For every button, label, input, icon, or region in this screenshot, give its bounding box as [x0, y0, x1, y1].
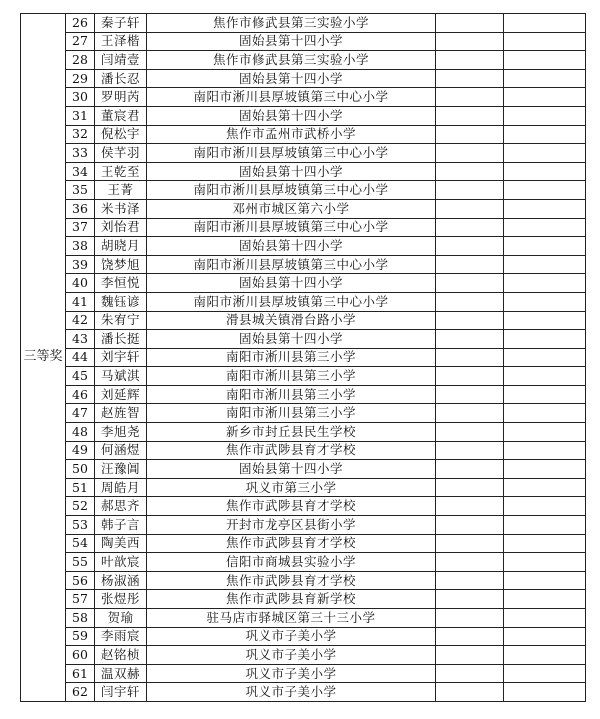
empty-cell	[436, 106, 504, 125]
row-number-cell: 45	[66, 367, 95, 386]
school-name-cell: 南阳市淅川县第三小学	[147, 348, 436, 367]
table-row	[21, 144, 586, 163]
award-level-cell: 三等奖	[21, 14, 66, 702]
empty-cell	[504, 367, 586, 386]
empty-cell	[436, 125, 504, 144]
student-name-cell: 李雨宸	[95, 627, 147, 646]
table-row	[21, 683, 586, 702]
school-name-cell: 固始县第十四小学	[147, 330, 436, 349]
school-name-cell: 信阳市商城县实验小学	[147, 553, 436, 572]
row-number-cell: 39	[66, 255, 95, 274]
school-name-cell: 固始县第十四小学	[147, 162, 436, 181]
empty-cell	[504, 627, 586, 646]
student-name-cell: 饶梦旭	[95, 255, 147, 274]
student-name-cell: 王乾至	[95, 162, 147, 181]
student-name-cell: 米书泽	[95, 199, 147, 218]
table-row	[21, 51, 586, 70]
row-number-cell: 43	[66, 330, 95, 349]
student-name-cell: 何涵煜	[95, 441, 147, 460]
empty-cell	[504, 237, 586, 256]
school-name-cell: 南阳市淅川县第三小学	[147, 367, 436, 386]
empty-cell	[504, 162, 586, 181]
empty-cell	[436, 646, 504, 665]
award-table-body	[21, 14, 586, 702]
table-row	[21, 181, 586, 200]
school-name-cell: 巩义市子美小学	[147, 627, 436, 646]
school-name-cell: 南阳市淅川县第三小学	[147, 404, 436, 423]
student-name-cell: 闫靖壹	[95, 51, 147, 70]
student-name-cell: 李恒悦	[95, 274, 147, 293]
table-row	[21, 534, 586, 553]
school-name-cell: 南阳市淅川县厚坡镇第三中心小学	[147, 292, 436, 311]
table-row	[21, 237, 586, 256]
empty-cell	[504, 683, 586, 702]
row-number-cell: 36	[66, 199, 95, 218]
row-number-cell: 32	[66, 125, 95, 144]
empty-cell	[504, 553, 586, 572]
student-name-cell: 董宸君	[95, 106, 147, 125]
school-name-cell: 巩义市子美小学	[147, 683, 436, 702]
row-number-cell: 60	[66, 646, 95, 665]
school-name-cell: 南阳市淅川县第三小学	[147, 385, 436, 404]
school-name-cell: 南阳市淅川县厚坡镇第三中心小学	[147, 88, 436, 107]
empty-cell	[504, 664, 586, 683]
table-row	[21, 516, 586, 535]
empty-cell	[436, 385, 504, 404]
student-name-cell: 韩子言	[95, 516, 147, 535]
empty-cell	[504, 330, 586, 349]
school-name-cell: 巩义市子美小学	[147, 664, 436, 683]
row-number-cell: 26	[66, 14, 95, 33]
student-name-cell: 陶美西	[95, 534, 147, 553]
row-number-cell: 59	[66, 627, 95, 646]
school-name-cell: 固始县第十四小学	[147, 237, 436, 256]
table-row	[21, 664, 586, 683]
table-row	[21, 255, 586, 274]
empty-cell	[436, 441, 504, 460]
empty-cell	[504, 106, 586, 125]
row-number-cell: 38	[66, 237, 95, 256]
school-name-cell: 固始县第十四小学	[147, 32, 436, 51]
student-name-cell: 李旭尧	[95, 423, 147, 442]
table-row	[21, 478, 586, 497]
student-name-cell: 郝思齐	[95, 497, 147, 516]
empty-cell	[436, 311, 504, 330]
student-name-cell: 倪松宇	[95, 125, 147, 144]
row-number-cell: 57	[66, 590, 95, 609]
student-name-cell: 温双赫	[95, 664, 147, 683]
student-name-cell: 刘宇轩	[95, 348, 147, 367]
table-row	[21, 404, 586, 423]
school-name-cell: 巩义市第三小学	[147, 478, 436, 497]
table-row	[21, 292, 586, 311]
empty-cell	[436, 367, 504, 386]
empty-cell	[504, 14, 586, 33]
student-name-cell: 赵旌智	[95, 404, 147, 423]
empty-cell	[436, 478, 504, 497]
row-number-cell: 54	[66, 534, 95, 553]
school-name-cell: 焦作市孟州市武桥小学	[147, 125, 436, 144]
student-name-cell: 闫宇轩	[95, 683, 147, 702]
school-name-cell: 邓州市城区第六小学	[147, 199, 436, 218]
school-name-cell: 焦作市武陟县育才学校	[147, 497, 436, 516]
empty-cell	[436, 274, 504, 293]
student-name-cell: 马斌淇	[95, 367, 147, 386]
row-number-cell: 62	[66, 683, 95, 702]
table-row	[21, 69, 586, 88]
empty-cell	[504, 88, 586, 107]
row-number-cell: 48	[66, 423, 95, 442]
empty-cell	[436, 609, 504, 628]
student-name-cell: 周皓月	[95, 478, 147, 497]
student-name-cell: 贺瑜	[95, 609, 147, 628]
row-number-cell: 53	[66, 516, 95, 535]
student-name-cell: 潘长忍	[95, 69, 147, 88]
school-name-cell: 固始县第十四小学	[147, 460, 436, 479]
empty-cell	[436, 32, 504, 51]
school-name-cell: 焦作市武陟县育才学校	[147, 441, 436, 460]
empty-cell	[436, 199, 504, 218]
empty-cell	[436, 553, 504, 572]
empty-cell	[436, 218, 504, 237]
school-name-cell: 南阳市淅川县厚坡镇第三中心小学	[147, 218, 436, 237]
student-name-cell: 杨淑涵	[95, 571, 147, 590]
row-number-cell: 31	[66, 106, 95, 125]
empty-cell	[504, 590, 586, 609]
empty-cell	[436, 348, 504, 367]
row-number-cell: 47	[66, 404, 95, 423]
empty-cell	[504, 646, 586, 665]
empty-cell	[436, 14, 504, 33]
student-name-cell: 朱宥宁	[95, 311, 147, 330]
row-number-cell: 44	[66, 348, 95, 367]
empty-cell	[504, 571, 586, 590]
row-number-cell: 56	[66, 571, 95, 590]
table-row	[21, 460, 586, 479]
empty-cell	[504, 144, 586, 163]
school-name-cell: 固始县第十四小学	[147, 69, 436, 88]
empty-cell	[504, 348, 586, 367]
table-row	[21, 106, 586, 125]
row-number-cell: 40	[66, 274, 95, 293]
school-name-cell: 南阳市淅川县厚坡镇第三中心小学	[147, 144, 436, 163]
row-number-cell: 52	[66, 497, 95, 516]
empty-cell	[436, 516, 504, 535]
empty-cell	[504, 460, 586, 479]
table-row	[21, 497, 586, 516]
empty-cell	[504, 181, 586, 200]
table-row	[21, 367, 586, 386]
empty-cell	[436, 255, 504, 274]
empty-cell	[436, 330, 504, 349]
empty-cell	[504, 125, 586, 144]
row-number-cell: 58	[66, 609, 95, 628]
table-row	[21, 199, 586, 218]
table-row	[21, 274, 586, 293]
empty-cell	[504, 311, 586, 330]
empty-cell	[504, 255, 586, 274]
empty-cell	[504, 609, 586, 628]
empty-cell	[504, 534, 586, 553]
empty-cell	[436, 590, 504, 609]
row-number-cell: 51	[66, 478, 95, 497]
empty-cell	[504, 497, 586, 516]
student-name-cell: 潘长挺	[95, 330, 147, 349]
table-row	[21, 311, 586, 330]
school-name-cell: 南阳市淅川县厚坡镇第三中心小学	[147, 181, 436, 200]
empty-cell	[436, 423, 504, 442]
empty-cell	[436, 460, 504, 479]
school-name-cell: 滑县城关镇滑台路小学	[147, 311, 436, 330]
student-name-cell: 王泽楷	[95, 32, 147, 51]
empty-cell	[504, 423, 586, 442]
row-number-cell: 30	[66, 88, 95, 107]
table-row	[21, 627, 586, 646]
table-row	[21, 32, 586, 51]
student-name-cell: 赵铭桢	[95, 646, 147, 665]
empty-cell	[436, 144, 504, 163]
student-name-cell: 叶歆宸	[95, 553, 147, 572]
school-name-cell: 开封市龙亭区县街小学	[147, 516, 436, 535]
school-name-cell: 驻马店市驿城区第三十三小学	[147, 609, 436, 628]
row-number-cell: 46	[66, 385, 95, 404]
student-name-cell: 秦子轩	[95, 14, 147, 33]
table-row	[21, 646, 586, 665]
row-number-cell: 33	[66, 144, 95, 163]
row-number-cell: 29	[66, 69, 95, 88]
row-number-cell: 61	[66, 664, 95, 683]
empty-cell	[436, 69, 504, 88]
empty-cell	[436, 534, 504, 553]
student-name-cell: 魏钰谚	[95, 292, 147, 311]
table-row	[21, 590, 586, 609]
table-row	[21, 348, 586, 367]
student-name-cell: 刘延辉	[95, 385, 147, 404]
empty-cell	[504, 274, 586, 293]
table-row	[21, 88, 586, 107]
empty-cell	[504, 404, 586, 423]
table-row	[21, 162, 586, 181]
empty-cell	[436, 162, 504, 181]
student-name-cell: 王菁	[95, 181, 147, 200]
empty-cell	[436, 627, 504, 646]
empty-cell	[436, 404, 504, 423]
empty-cell	[504, 218, 586, 237]
row-number-cell: 42	[66, 311, 95, 330]
school-name-cell: 焦作市武陟县育新学校	[147, 590, 436, 609]
empty-cell	[504, 385, 586, 404]
table-row	[21, 609, 586, 628]
table-row	[21, 330, 586, 349]
empty-cell	[436, 237, 504, 256]
row-number-cell: 27	[66, 32, 95, 51]
table-row	[21, 553, 586, 572]
award-list-table	[20, 13, 586, 702]
empty-cell	[436, 683, 504, 702]
empty-cell	[436, 292, 504, 311]
row-number-cell: 37	[66, 218, 95, 237]
empty-cell	[504, 199, 586, 218]
school-name-cell: 焦作市修武县第三实验小学	[147, 51, 436, 70]
student-name-cell: 罗明芮	[95, 88, 147, 107]
empty-cell	[504, 69, 586, 88]
student-name-cell: 胡晓月	[95, 237, 147, 256]
school-name-cell: 焦作市武陟县育才学校	[147, 534, 436, 553]
empty-cell	[504, 478, 586, 497]
school-name-cell: 固始县第十四小学	[147, 106, 436, 125]
empty-cell	[436, 181, 504, 200]
empty-cell	[436, 88, 504, 107]
school-name-cell: 新乡市封丘县民生学校	[147, 423, 436, 442]
row-number-cell: 28	[66, 51, 95, 70]
school-name-cell: 焦作市武陟县育才学校	[147, 571, 436, 590]
row-number-cell: 55	[66, 553, 95, 572]
student-name-cell: 张煜彤	[95, 590, 147, 609]
table-row	[21, 125, 586, 144]
row-number-cell: 49	[66, 441, 95, 460]
table-row	[21, 218, 586, 237]
empty-cell	[504, 441, 586, 460]
empty-cell	[504, 32, 586, 51]
student-name-cell: 刘怡君	[95, 218, 147, 237]
row-number-cell: 41	[66, 292, 95, 311]
empty-cell	[436, 497, 504, 516]
empty-cell	[504, 51, 586, 70]
empty-cell	[436, 51, 504, 70]
school-name-cell: 南阳市淅川县厚坡镇第三中心小学	[147, 255, 436, 274]
table-row	[21, 385, 586, 404]
row-number-cell: 35	[66, 181, 95, 200]
student-name-cell: 侯芊羽	[95, 144, 147, 163]
table-row	[21, 571, 586, 590]
empty-cell	[436, 571, 504, 590]
school-name-cell: 焦作市修武县第三实验小学	[147, 14, 436, 33]
table-row	[21, 423, 586, 442]
table-row	[21, 14, 586, 33]
school-name-cell: 巩义市子美小学	[147, 646, 436, 665]
school-name-cell: 固始县第十四小学	[147, 274, 436, 293]
student-name-cell: 汪豫阊	[95, 460, 147, 479]
row-number-cell: 50	[66, 460, 95, 479]
empty-cell	[504, 292, 586, 311]
table-row	[21, 441, 586, 460]
empty-cell	[504, 516, 586, 535]
empty-cell	[436, 664, 504, 683]
row-number-cell: 34	[66, 162, 95, 181]
